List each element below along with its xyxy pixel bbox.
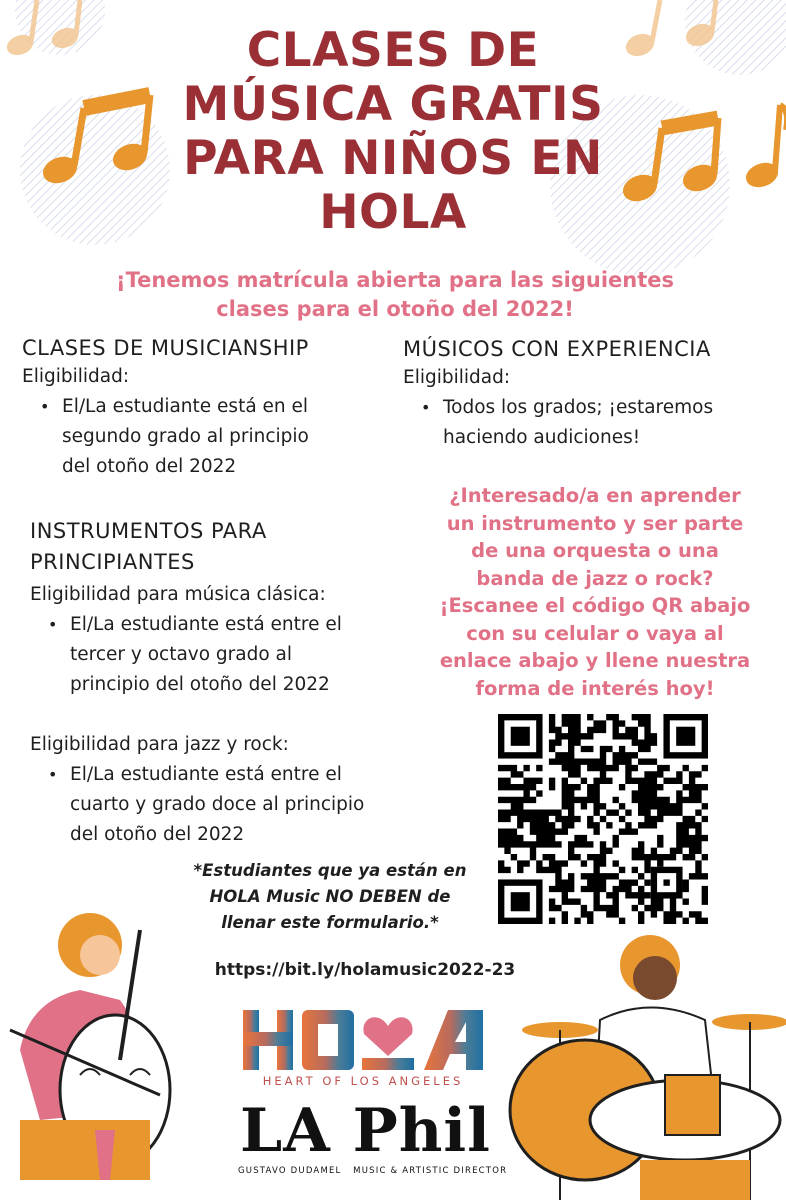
musicianship-section [22, 336, 402, 482]
signup-link[interactable]: https://bit.ly/holamusic2022-23 [214, 960, 516, 980]
subtitle-line: ¡Tenemos matrícula abierta para las siguientes [116, 268, 674, 292]
laphil-logo [238, 1096, 508, 1188]
beginners-section [30, 516, 420, 850]
eligibility-list [413, 393, 783, 453]
title-line: HOLA [319, 185, 467, 240]
beginners-heading: INSTRUMENTOS PARA PRINCIPIANTES [30, 519, 267, 574]
experienced-heading: MÚSICOS CON EXPERIENCIA [403, 337, 711, 361]
experienced-section [403, 337, 783, 453]
laphil-credit: GUSTAVO DUDAMEL MUSIC & ARTISTIC DIRECTOR [238, 1166, 508, 1176]
music-note-icon [743, 105, 786, 191]
laphil-wordmark: LA Phil [240, 1096, 491, 1166]
eligibility-label: Eligibilidad: [22, 366, 130, 387]
eligibility-list [32, 392, 402, 482]
existing-students-note: *Estudiantes que ya están en HOLA Music NO DEBEN de llenar este formulario.* [193, 861, 467, 932]
eligibility-item: • El/La estudiante está entre el cuarto y grado doce al principio del otoño del 2022 [40, 760, 420, 850]
title-line: MÚSICA GRATIS [182, 77, 604, 132]
eligibility-item: • Todos los grados; ¡estaremos haciendo audiciones! [413, 393, 783, 453]
interest-callout: ¿Interesado/a en aprender un instrumento y ser parte de una orquesta o una banda de jazz o rock? ¡Escanee el código QR abajo con su celular o vaya al enlace abajo y llene nuestra forma de interés hoy! [439, 484, 751, 700]
hola-tagline: HEART OF LOS ANGELES [262, 1074, 464, 1088]
eligibility-item: • El/La estudiante está en el segundo grado al principio del otoño del 2022 [32, 392, 402, 482]
subtitle-line: clases para el otoño del 2022! [216, 297, 574, 321]
qr-code[interactable] [498, 714, 708, 924]
subtitle [70, 266, 720, 324]
classical-eligibility-list [40, 610, 420, 700]
title-line: CLASES DE [246, 23, 540, 78]
eligibility-item: • El/La estudiante está entre el tercer y octavo grado al principio del otoño del 2022 [40, 610, 420, 700]
page-title [140, 24, 646, 240]
jazz-eligibility-label: Eligibilidad para jazz y rock: [30, 734, 289, 755]
classical-eligibility-label: Eligibilidad para música clásica: [30, 584, 326, 605]
jazz-eligibility-list [40, 760, 420, 850]
musicianship-heading: CLASES DE MUSICIANSHIP [22, 336, 309, 360]
cellist-illustration [10, 913, 170, 1180]
drummer-illustration [510, 935, 786, 1200]
title-line: PARA NIÑOS EN [183, 131, 603, 186]
eligibility-label: Eligibilidad: [403, 367, 511, 388]
hola-logo [238, 1008, 488, 1090]
